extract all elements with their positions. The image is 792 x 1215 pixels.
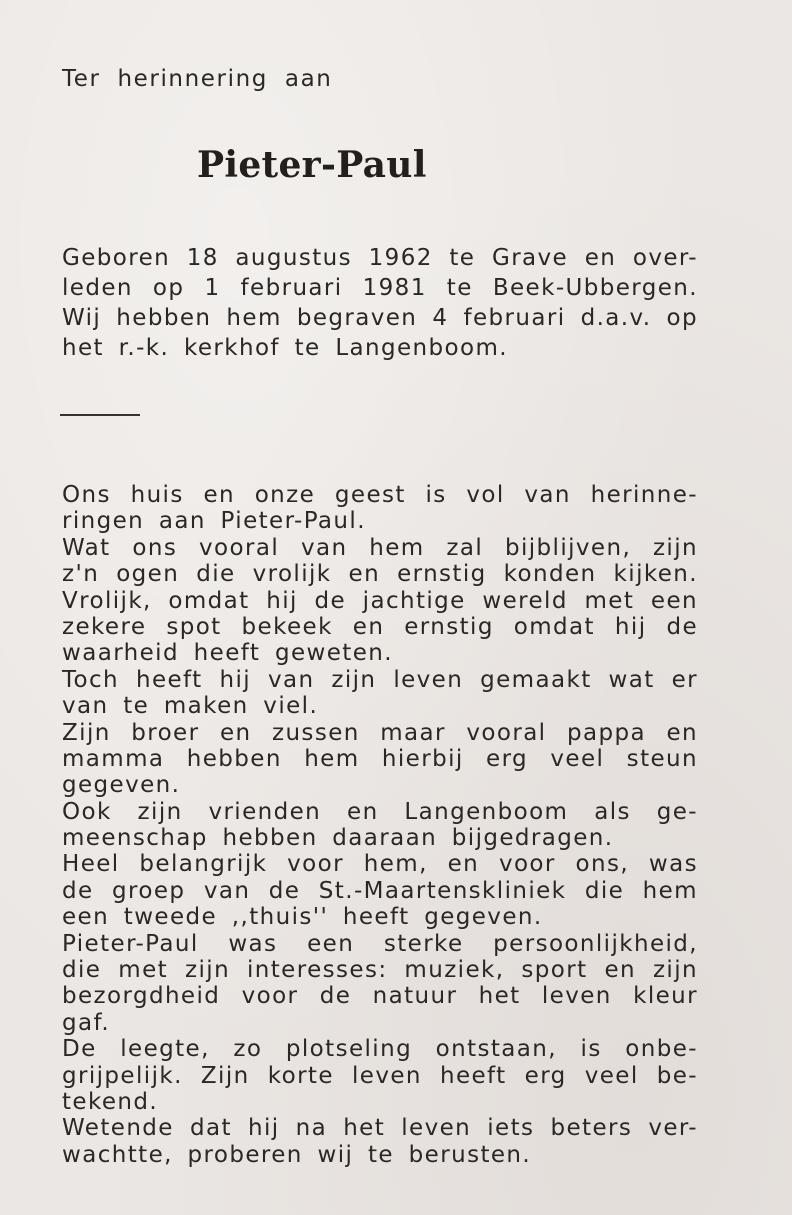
text-line: die met zijn interesses: muziek, sport en zijn xyxy=(62,957,698,984)
text-line: Ook zijn vrienden en Langenboom als ge- xyxy=(62,798,698,825)
intro-text: Ter herinnering aan xyxy=(62,66,333,92)
text-line: gegeven. xyxy=(62,772,181,799)
text-line: z'n ogen die vrolijk en ernstig konden kijken. xyxy=(62,561,698,588)
text-line: bezorgdheid voor de natuur het leven kleur xyxy=(62,983,698,1010)
text-line: mamma hebben hem hierbij erg veel steun xyxy=(62,745,698,772)
text-line: gaf. xyxy=(62,1009,111,1036)
text-line: Heel belangrijk voor hem, en voor ons, was xyxy=(62,851,698,878)
memorial-text xyxy=(62,482,698,1168)
text-line: grijpelijk. Zijn korte leven heeft erg veel be- xyxy=(62,1062,698,1089)
details-line: het r.-k. kerkhof te Langenboom. xyxy=(62,335,508,361)
text-line: een tweede ,,thuis'' heeft gegeven. xyxy=(62,904,543,931)
text-line: van te maken viel. xyxy=(62,693,319,720)
text-line: Toch heeft hij van zijn leven gemaakt wat er xyxy=(62,666,698,693)
divider-line xyxy=(60,414,140,416)
text-line: zekere spot bekeek en ernstig omdat hij de xyxy=(62,613,698,640)
text-line: Wetende dat hij na het leven iets beters ver- xyxy=(62,1115,698,1142)
details-line: Geboren 18 augustus 1962 te Grave en over- xyxy=(62,245,698,271)
birth-death-details xyxy=(62,243,698,363)
text-line: meenschap hebben daaraan bijgedragen. xyxy=(62,825,614,852)
text-line: Ons huis en onze geest is vol van herinne- xyxy=(62,482,698,508)
deceased-name: Pieter-Paul xyxy=(197,144,427,186)
text-line: De leegte, zo plotseling ontstaan, is onbe- xyxy=(62,1036,698,1063)
text-line: Vrolijk, omdat hij de jachtige wereld met een xyxy=(62,587,698,614)
text-line: ringen aan Pieter-Paul. xyxy=(62,508,366,535)
text-line: tekend. xyxy=(62,1088,159,1115)
text-line: Zijn broer en zussen maar vooral pappa en xyxy=(62,719,698,746)
text-line: de groep van de St.-Maartenskliniek die hem xyxy=(62,877,698,904)
text-line: Pieter-Paul was een sterke persoonlijkheid, xyxy=(62,930,698,957)
details-line: Wij hebben hem begraven 4 februari d.a.v. op xyxy=(62,305,698,331)
text-line: waarheid heeft geweten. xyxy=(62,640,393,667)
details-line: leden op 1 februari 1981 te Beek-Ubbergen. xyxy=(62,275,698,301)
text-line: wachtte, proberen wij te berusten. xyxy=(62,1141,532,1168)
text-line: Wat ons vooral van hem zal bijblijven, zijn xyxy=(62,534,698,561)
